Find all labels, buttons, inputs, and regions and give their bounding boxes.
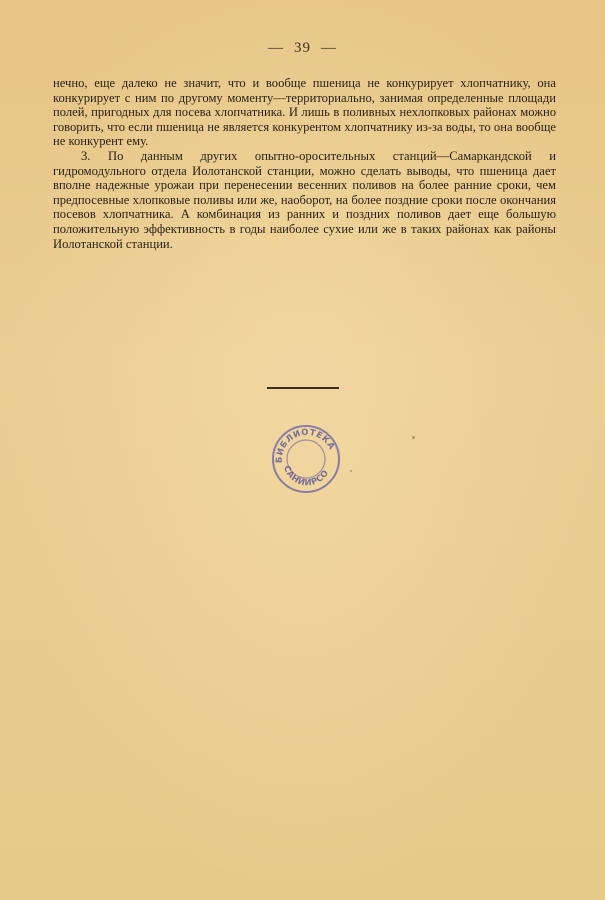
section-separator <box>267 387 339 389</box>
stamp-text-top: БИБЛИОТЕКА <box>274 427 337 464</box>
page-number-value: 39 <box>294 40 311 56</box>
page-number <box>0 40 605 57</box>
paper-speck <box>412 436 415 439</box>
library-stamp <box>270 423 342 495</box>
svg-text:САНИИРСО <box>281 464 331 488</box>
page-number-dash-right: — <box>321 40 337 56</box>
stamp-text-bottom: САНИИРСО <box>280 464 332 489</box>
paper-speck <box>350 470 352 472</box>
page-number-dash-left: — <box>268 40 284 56</box>
paragraph-continuation: нечно, еще далеко не значит, что и вообще пшеница не конкурирует хлопчатнику, она конкурирует с ним по другому моменту—территориально, занимая определенные площади полей, пригодных для посева хлопчатника. И лишь в поливных нехлопковых районах можно говорить, что если пшеница не является конкурентом хлопчатнику из-за воды, то она вообще не конкурент ему. <box>53 76 556 149</box>
paragraph-conclusion-3: 3. По данным других опытно-оросительных станций—Самаркандской и гидромодульного отдела Иолотанской станции, можно сделать выводы, что пшеница дает вполне надежные урожаи при перенесении весенних поливов на более ранние сроки, чем предпосевные хлопковые поливы или же, наоборот, на более поздние сроки после окончания посевов хлопчатника. А комбинация из ранних и поздних поливов дает еще большую положительную эффективность в годы наиболее сухие или же в таких районах как районы Иолотанской станции. <box>53 148 556 251</box>
body-text <box>53 76 556 251</box>
